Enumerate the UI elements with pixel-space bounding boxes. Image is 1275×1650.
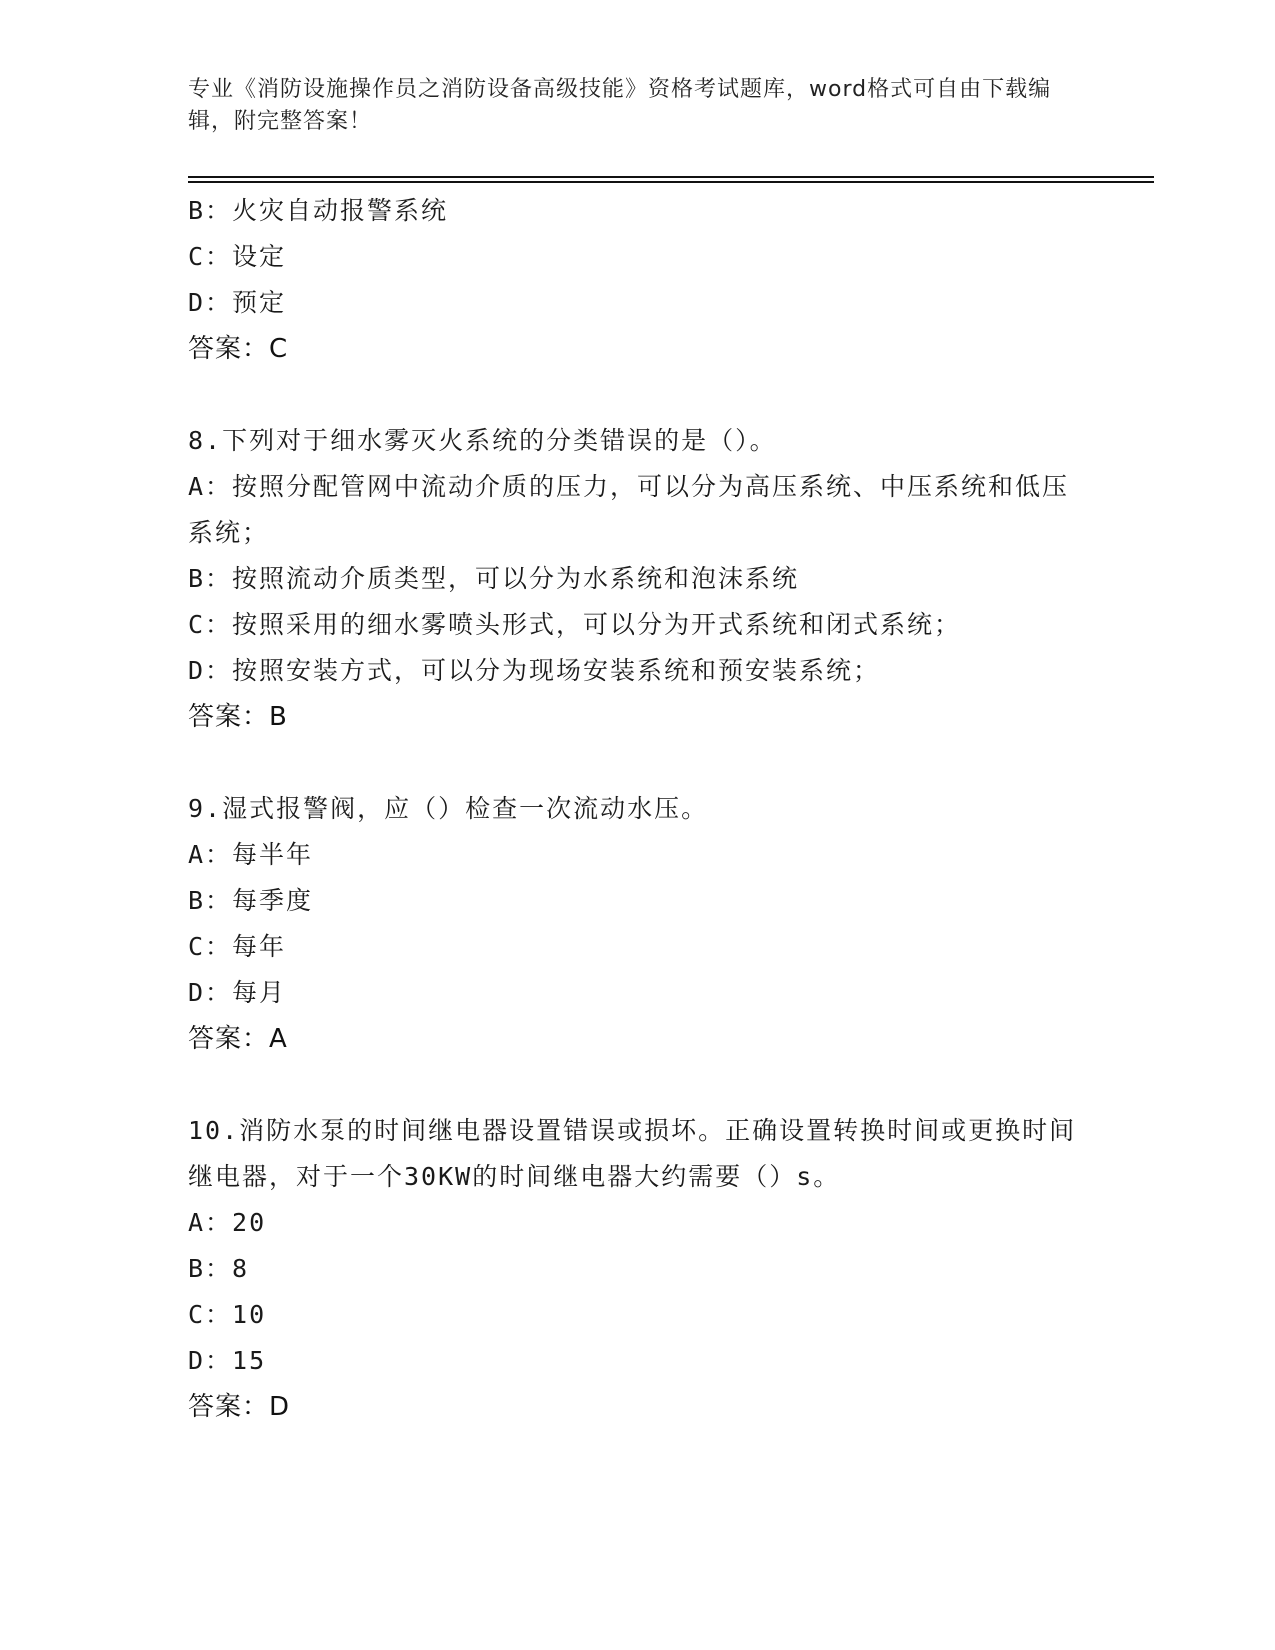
option-d: D：按照安装方式，可以分为现场安装系统和预安装系统； (188, 656, 881, 685)
option-c: C：按照采用的细水雾喷头形式，可以分为开式系统和闭式系统； (188, 610, 962, 639)
option-a: A：按照分配管网中流动介质的压力，可以分为高压系统、中压系统和低压系统； (188, 472, 1070, 547)
option-c: C：设定 (188, 242, 287, 271)
option-b: B：8 (188, 1254, 250, 1283)
option-a: A：20 (188, 1208, 267, 1237)
option-c: C：10 (188, 1300, 267, 1329)
question-stem: 10.消防水泵的时间继电器设置错误或损坏。正确设置转换时间或更换时间继电器，对于一个30KW的时间继电器大约需要（）s。 (188, 1116, 1077, 1191)
answer: 答案：D (188, 1392, 291, 1422)
question-8 (188, 418, 1088, 740)
option-b: B：火灾自动报警系统 (188, 196, 449, 225)
question-stem: 8.下列对于细水雾灭火系统的分类错误的是（）。 (188, 426, 777, 455)
option-c: C：每年 (188, 932, 287, 961)
option-a: A：每半年 (188, 840, 314, 869)
question-stem: 9.湿式报警阀，应（）检查一次流动水压。 (188, 794, 709, 823)
previous-question-tail (188, 188, 1088, 372)
document-header (188, 74, 1088, 138)
answer: 答案：B (188, 702, 288, 732)
header-text: 专业《消防设施操作员之消防设备高级技能》资格考试题库，word格式可自由下载编辑，附完整答案！ (188, 77, 1052, 134)
option-d: D：每月 (188, 978, 287, 1007)
question-9 (188, 786, 1088, 1062)
answer: 答案：C (188, 334, 289, 364)
option-d: D：预定 (188, 288, 287, 317)
option-b: B：按照流动介质类型，可以分为水系统和泡沫系统 (188, 564, 800, 593)
answer: 答案：A (188, 1024, 288, 1054)
header-divider-top (188, 176, 1154, 178)
question-list (188, 188, 1088, 1430)
header-divider-bottom (188, 181, 1154, 183)
option-b: B：每季度 (188, 886, 314, 915)
question-10 (188, 1108, 1088, 1430)
option-d: D：15 (188, 1346, 267, 1375)
